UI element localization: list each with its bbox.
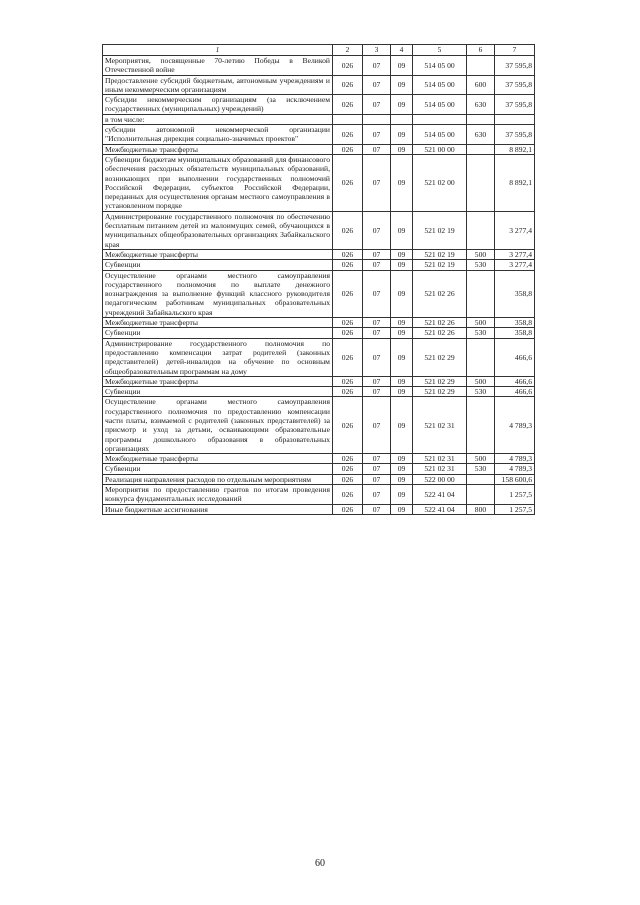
section-cell: 07 — [363, 260, 391, 270]
expense-type-cell: 500 — [467, 318, 495, 328]
target-article-cell: 521 02 26 — [413, 318, 467, 328]
table-row — [103, 114, 535, 124]
expense-type-cell — [467, 211, 495, 249]
section-cell: 07 — [363, 387, 391, 397]
admin-code-cell: 026 — [333, 504, 363, 514]
amount-cell — [495, 114, 535, 124]
target-article-cell: 521 02 29 — [413, 376, 467, 386]
subsection-cell: 09 — [391, 154, 413, 211]
amount-cell: 8 892,1 — [495, 144, 535, 154]
amount-cell: 37 595,8 — [495, 95, 535, 115]
section-cell: 07 — [363, 56, 391, 76]
section-cell: 07 — [363, 376, 391, 386]
target-article-cell: 521 02 31 — [413, 454, 467, 464]
admin-code-cell: 026 — [333, 211, 363, 249]
section-cell: 07 — [363, 270, 391, 317]
expense-type-cell — [467, 154, 495, 211]
expense-type-cell — [467, 485, 495, 505]
budget-table — [102, 44, 535, 515]
subsection-cell: 09 — [391, 474, 413, 484]
row-name-cell: Администрирование государственного полномочия по обеспечению бесплатным питанием детей из малоимущих семей, обучающихся в муниципальных общеобразовательных организациях Забайкальского края — [103, 211, 333, 249]
subsection-cell: 09 — [391, 318, 413, 328]
admin-code-cell: 026 — [333, 464, 363, 474]
row-name-cell: Субвенции — [103, 387, 333, 397]
header-cell: 6 — [467, 45, 495, 56]
row-name-cell: Субвенции — [103, 464, 333, 474]
expense-type-cell: 530 — [467, 328, 495, 338]
subsection-cell: 09 — [391, 56, 413, 76]
amount-cell: 358,8 — [495, 328, 535, 338]
target-article-cell: 514 05 00 — [413, 75, 467, 95]
expense-type-cell — [467, 270, 495, 317]
table-row — [103, 75, 535, 95]
admin-code-cell: 026 — [333, 56, 363, 76]
section-cell: 07 — [363, 454, 391, 464]
subsection-cell: 09 — [391, 464, 413, 474]
target-article-cell: 521 02 31 — [413, 397, 467, 454]
row-name-cell: Мероприятия, посвященные 70-летию Победы в Великой Отечественной войне — [103, 56, 333, 76]
table-row — [103, 318, 535, 328]
amount-cell: 3 277,4 — [495, 249, 535, 259]
section-cell: 07 — [363, 485, 391, 505]
section-cell: 07 — [363, 125, 391, 145]
expense-type-cell: 500 — [467, 376, 495, 386]
target-article-cell: 521 02 31 — [413, 464, 467, 474]
admin-code-cell — [333, 114, 363, 124]
row-name-cell: Субсидии некоммерческим организациям (за исключением государственных (муниципальных) учреждений) — [103, 95, 333, 115]
expense-type-cell: 530 — [467, 387, 495, 397]
target-article-cell: 522 41 04 — [413, 504, 467, 514]
section-cell: 07 — [363, 338, 391, 376]
subsection-cell: 09 — [391, 504, 413, 514]
target-article-cell: 522 00 00 — [413, 474, 467, 484]
target-article-cell: 514 05 00 — [413, 125, 467, 145]
row-name-cell: Иные бюджетные ассигнования — [103, 504, 333, 514]
row-name-cell: в том числе: — [103, 114, 333, 124]
section-cell: 07 — [363, 474, 391, 484]
target-article-cell — [413, 114, 467, 124]
section-cell — [363, 114, 391, 124]
table-row — [103, 387, 535, 397]
amount-cell: 37 595,8 — [495, 56, 535, 76]
section-cell: 07 — [363, 75, 391, 95]
section-cell: 07 — [363, 144, 391, 154]
admin-code-cell: 026 — [333, 260, 363, 270]
row-name-cell: Осуществление органами местного самоуправления государственного полномочия по выплате денежного вознаграждения за выполнение функций классного руководителя педагогическим работникам муниципальных образовательных учреждений Забайкальского края — [103, 270, 333, 317]
expense-type-cell — [467, 474, 495, 484]
table-row — [103, 144, 535, 154]
expense-type-cell: 800 — [467, 504, 495, 514]
amount-cell: 4 789,3 — [495, 397, 535, 454]
table-row — [103, 56, 535, 76]
amount-cell: 4 789,3 — [495, 464, 535, 474]
amount-cell: 37 595,8 — [495, 75, 535, 95]
row-name-cell: Межбюджетные трансферты — [103, 376, 333, 386]
target-article-cell: 521 02 26 — [413, 270, 467, 317]
amount-cell: 358,8 — [495, 270, 535, 317]
table-row — [103, 397, 535, 454]
admin-code-cell: 026 — [333, 387, 363, 397]
expense-type-cell: 500 — [467, 454, 495, 464]
subsection-cell: 09 — [391, 485, 413, 505]
header-cell: 5 — [413, 45, 467, 56]
subsection-cell: 09 — [391, 144, 413, 154]
table-row — [103, 260, 535, 270]
expense-type-cell — [467, 397, 495, 454]
subsection-cell: 09 — [391, 387, 413, 397]
expense-type-cell: 530 — [467, 260, 495, 270]
section-cell: 07 — [363, 328, 391, 338]
admin-code-cell: 026 — [333, 125, 363, 145]
expense-type-cell: 500 — [467, 249, 495, 259]
target-article-cell: 521 02 00 — [413, 154, 467, 211]
admin-code-cell: 026 — [333, 270, 363, 317]
subsection-cell: 09 — [391, 397, 413, 454]
admin-code-cell: 026 — [333, 144, 363, 154]
amount-cell: 4 789,3 — [495, 454, 535, 464]
header-cell: 4 — [391, 45, 413, 56]
page-number: 60 — [315, 858, 325, 869]
target-article-cell: 521 02 26 — [413, 328, 467, 338]
amount-cell: 3 277,4 — [495, 260, 535, 270]
row-name-cell: субсидии автономной некоммерческой организации "Исполнительная дирекция социально-значимых проектов" — [103, 125, 333, 145]
section-cell: 07 — [363, 249, 391, 259]
target-article-cell: 521 02 29 — [413, 338, 467, 376]
subsection-cell: 09 — [391, 125, 413, 145]
row-name-cell: Реализация направления расходов по отдельным мероприятиям — [103, 474, 333, 484]
subsection-cell: 09 — [391, 454, 413, 464]
subsection-cell: 09 — [391, 328, 413, 338]
expense-type-cell: 600 — [467, 75, 495, 95]
row-name-cell: Мероприятия по предоставлению грантов по итогам проведения конкурса фундаментальных исследований — [103, 485, 333, 505]
table-row — [103, 270, 535, 317]
table-row — [103, 211, 535, 249]
amount-cell: 8 892,1 — [495, 154, 535, 211]
table-row — [103, 376, 535, 386]
admin-code-cell: 026 — [333, 154, 363, 211]
amount-cell: 3 277,4 — [495, 211, 535, 249]
table-row — [103, 125, 535, 145]
row-name-cell: Межбюджетные трансферты — [103, 318, 333, 328]
row-name-cell: Межбюджетные трансферты — [103, 144, 333, 154]
section-cell: 07 — [363, 211, 391, 249]
admin-code-cell: 026 — [333, 75, 363, 95]
section-cell: 07 — [363, 95, 391, 115]
header-row — [103, 45, 535, 56]
amount-cell: 1 257,5 — [495, 485, 535, 505]
target-article-cell: 521 02 19 — [413, 249, 467, 259]
section-cell: 07 — [363, 318, 391, 328]
expense-type-cell — [467, 56, 495, 76]
expense-type-cell — [467, 114, 495, 124]
row-name-cell: Субвенции — [103, 260, 333, 270]
document-page — [102, 44, 534, 515]
subsection-cell: 09 — [391, 249, 413, 259]
expense-type-cell — [467, 144, 495, 154]
amount-cell: 466,6 — [495, 387, 535, 397]
subsection-cell: 09 — [391, 75, 413, 95]
amount-cell: 466,6 — [495, 338, 535, 376]
section-cell: 07 — [363, 397, 391, 454]
admin-code-cell: 026 — [333, 338, 363, 376]
subsection-cell: 09 — [391, 270, 413, 317]
section-cell: 07 — [363, 504, 391, 514]
amount-cell: 158 600,6 — [495, 474, 535, 484]
table-row — [103, 464, 535, 474]
expense-type-cell: 630 — [467, 95, 495, 115]
expense-type-cell — [467, 338, 495, 376]
table-row — [103, 328, 535, 338]
row-name-cell: Осуществление органами местного самоуправления государственного полномочия по предоставлению компенсации части платы, взимаемой с родителей (законных представителей) за присмотр и уход за детьми, осваивающими образовательные программы дошкольного образования в образовательных организациях — [103, 397, 333, 454]
subsection-cell: 09 — [391, 338, 413, 376]
table-row — [103, 474, 535, 484]
amount-cell: 466,6 — [495, 376, 535, 386]
admin-code-cell: 026 — [333, 485, 363, 505]
target-article-cell: 521 02 19 — [413, 260, 467, 270]
amount-cell: 1 257,5 — [495, 504, 535, 514]
table-row — [103, 249, 535, 259]
section-cell: 07 — [363, 154, 391, 211]
table-row — [103, 504, 535, 514]
header-cell: 1 — [103, 45, 333, 56]
header-cell: 7 — [495, 45, 535, 56]
row-name-cell: Администрирование государственного полномочия по предоставлению компенсации затрат родителей (законных представителей) детей-инвалидов на обучение по основным общеобразовательным программам на дому — [103, 338, 333, 376]
admin-code-cell: 026 — [333, 95, 363, 115]
table-row — [103, 338, 535, 376]
admin-code-cell: 026 — [333, 328, 363, 338]
amount-cell: 37 595,8 — [495, 125, 535, 145]
target-article-cell: 521 00 00 — [413, 144, 467, 154]
table-row — [103, 454, 535, 464]
admin-code-cell: 026 — [333, 318, 363, 328]
subsection-cell: 09 — [391, 260, 413, 270]
table-row — [103, 95, 535, 115]
row-name-cell: Предоставление субсидий бюджетным, автономным учреждениям и иным некоммерческим организациям — [103, 75, 333, 95]
subsection-cell — [391, 114, 413, 124]
target-article-cell: 521 02 19 — [413, 211, 467, 249]
expense-type-cell: 530 — [467, 464, 495, 474]
row-name-cell: Субвенции — [103, 328, 333, 338]
table-row — [103, 485, 535, 505]
admin-code-cell: 026 — [333, 249, 363, 259]
header-cell: 3 — [363, 45, 391, 56]
amount-cell: 358,8 — [495, 318, 535, 328]
subsection-cell: 09 — [391, 95, 413, 115]
target-article-cell: 521 02 29 — [413, 387, 467, 397]
subsection-cell: 09 — [391, 211, 413, 249]
admin-code-cell: 026 — [333, 454, 363, 464]
section-cell: 07 — [363, 464, 391, 474]
table-row — [103, 154, 535, 211]
row-name-cell: Субвенции бюджетам муниципальных образований для финансового обеспечения расходных обязательств муниципальных образований, возникающих при выполнении государственных полномочий Российской Федерации, субъектов Российской Федерации, переданных для осуществления органам местного самоуправления в установленном порядке — [103, 154, 333, 211]
row-name-cell: Межбюджетные трансферты — [103, 249, 333, 259]
admin-code-cell: 026 — [333, 397, 363, 454]
header-cell: 2 — [333, 45, 363, 56]
expense-type-cell: 630 — [467, 125, 495, 145]
target-article-cell: 514 05 00 — [413, 95, 467, 115]
target-article-cell: 514 05 00 — [413, 56, 467, 76]
subsection-cell: 09 — [391, 376, 413, 386]
admin-code-cell: 026 — [333, 474, 363, 484]
row-name-cell: Межбюджетные трансферты — [103, 454, 333, 464]
admin-code-cell: 026 — [333, 376, 363, 386]
target-article-cell: 522 41 04 — [413, 485, 467, 505]
